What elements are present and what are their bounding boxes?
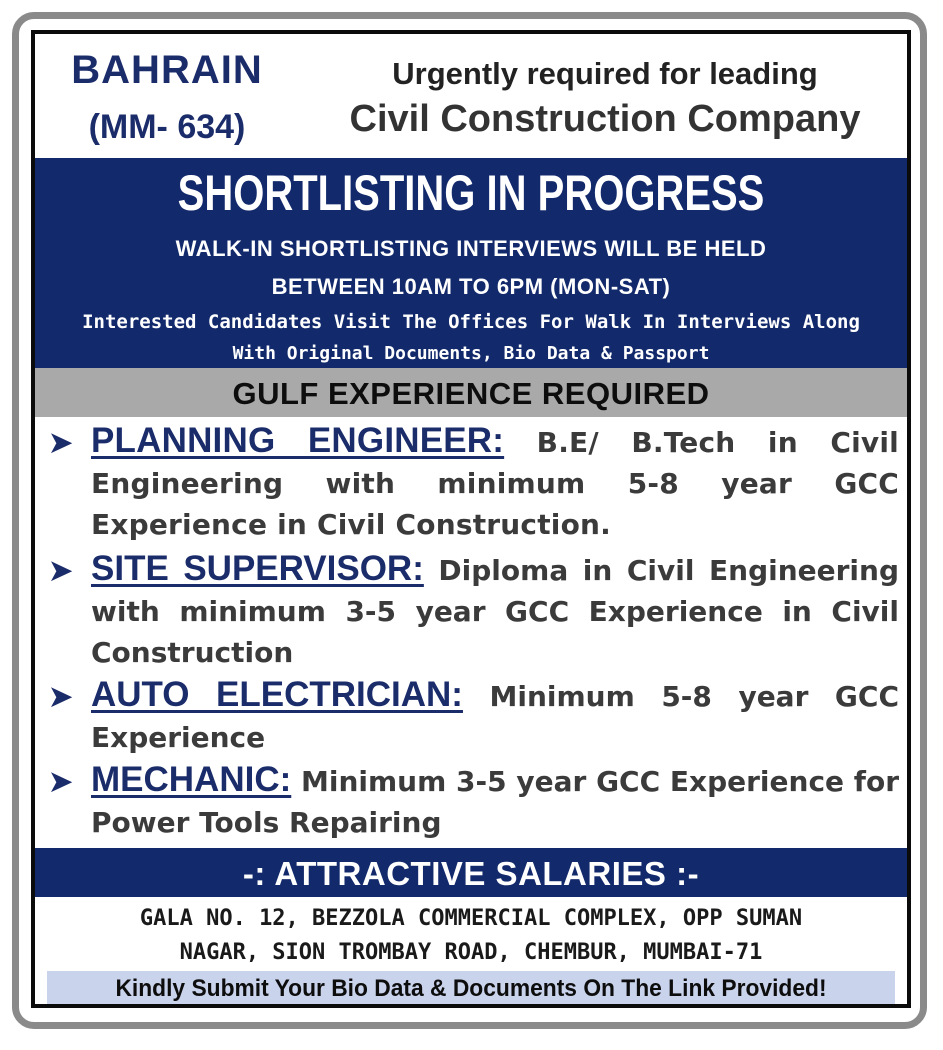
arrow-right-icon: ➤ [49,766,73,797]
job-title: SITE SUPERVISOR: [91,549,424,588]
job-title: AUTO ELECTRICIAN: [91,675,463,714]
reference-code: (MM- 634) [88,108,246,146]
urgent-line: Urgently required for leading [392,56,818,91]
salary-bar [35,848,907,897]
requirement-text: GULF EXPERIENCE REQUIRED [232,376,710,411]
submit-note-text: Kindly Submit Your Bio Data & Documents On The Link Provided! [115,975,827,1002]
walkin-line-1: WALK-IN SHORTLISTING INTERVIEWS WILL BE HELD [175,236,767,261]
job-list [35,420,907,845]
visit-line-1: Interested Candidates Visit The Offices For Walk In Interviews Along [82,311,860,333]
address-line-1: GALA NO. 12, BEZZOLA COMMERCIAL COMPLEX, OPP SUMAN [139,906,803,931]
salary-text: -: ATTRACTIVE SALARIES :- [242,855,700,892]
arrow-right-icon: ➤ [49,427,73,458]
job-text [91,548,899,673]
visit-line-2: With Original Documents, Bio Data & Passport [232,343,710,364]
walkin-line-2: BETWEEN 10AM TO 6PM (MON-SAT) [271,274,671,299]
address-line-2: NAGAR, SION TROMBAY ROAD, CHEMBUR, MUMBAI-71 [179,940,763,965]
banner-headline: SHORTLISTING IN PROGRESS [177,165,765,221]
company-line: Civil Construction Company [349,98,861,140]
job-details: Minimum 5-8 year GCC Experience [91,680,900,754]
arrow-right-icon: ➤ [49,681,73,712]
job-title: PLANNING ENGINEER: [91,421,505,460]
requirement-bar [35,368,907,417]
job-details: Minimum 3-5 year GCC Experience for Power Tools Repairing [91,765,900,839]
job-details: Diploma in Civil Engineering with minimum 3-5 year GCC Experience in Civil Construction [91,554,900,669]
job-title: MECHANIC: [91,760,292,799]
country-title: BAHRAIN [71,48,263,92]
advertisement-panel [31,30,911,1008]
job-details: B.E/ B.Tech in Civil Engineering with minimum 5-8 year GCC Experience in Civil Construction. [91,426,899,541]
header [35,34,907,158]
arrow-right-icon: ➤ [49,555,73,586]
job-text [91,420,899,545]
job-text [91,759,899,843]
submit-note [47,971,895,1005]
job-text [91,674,899,758]
shortlisting-banner [35,158,907,368]
